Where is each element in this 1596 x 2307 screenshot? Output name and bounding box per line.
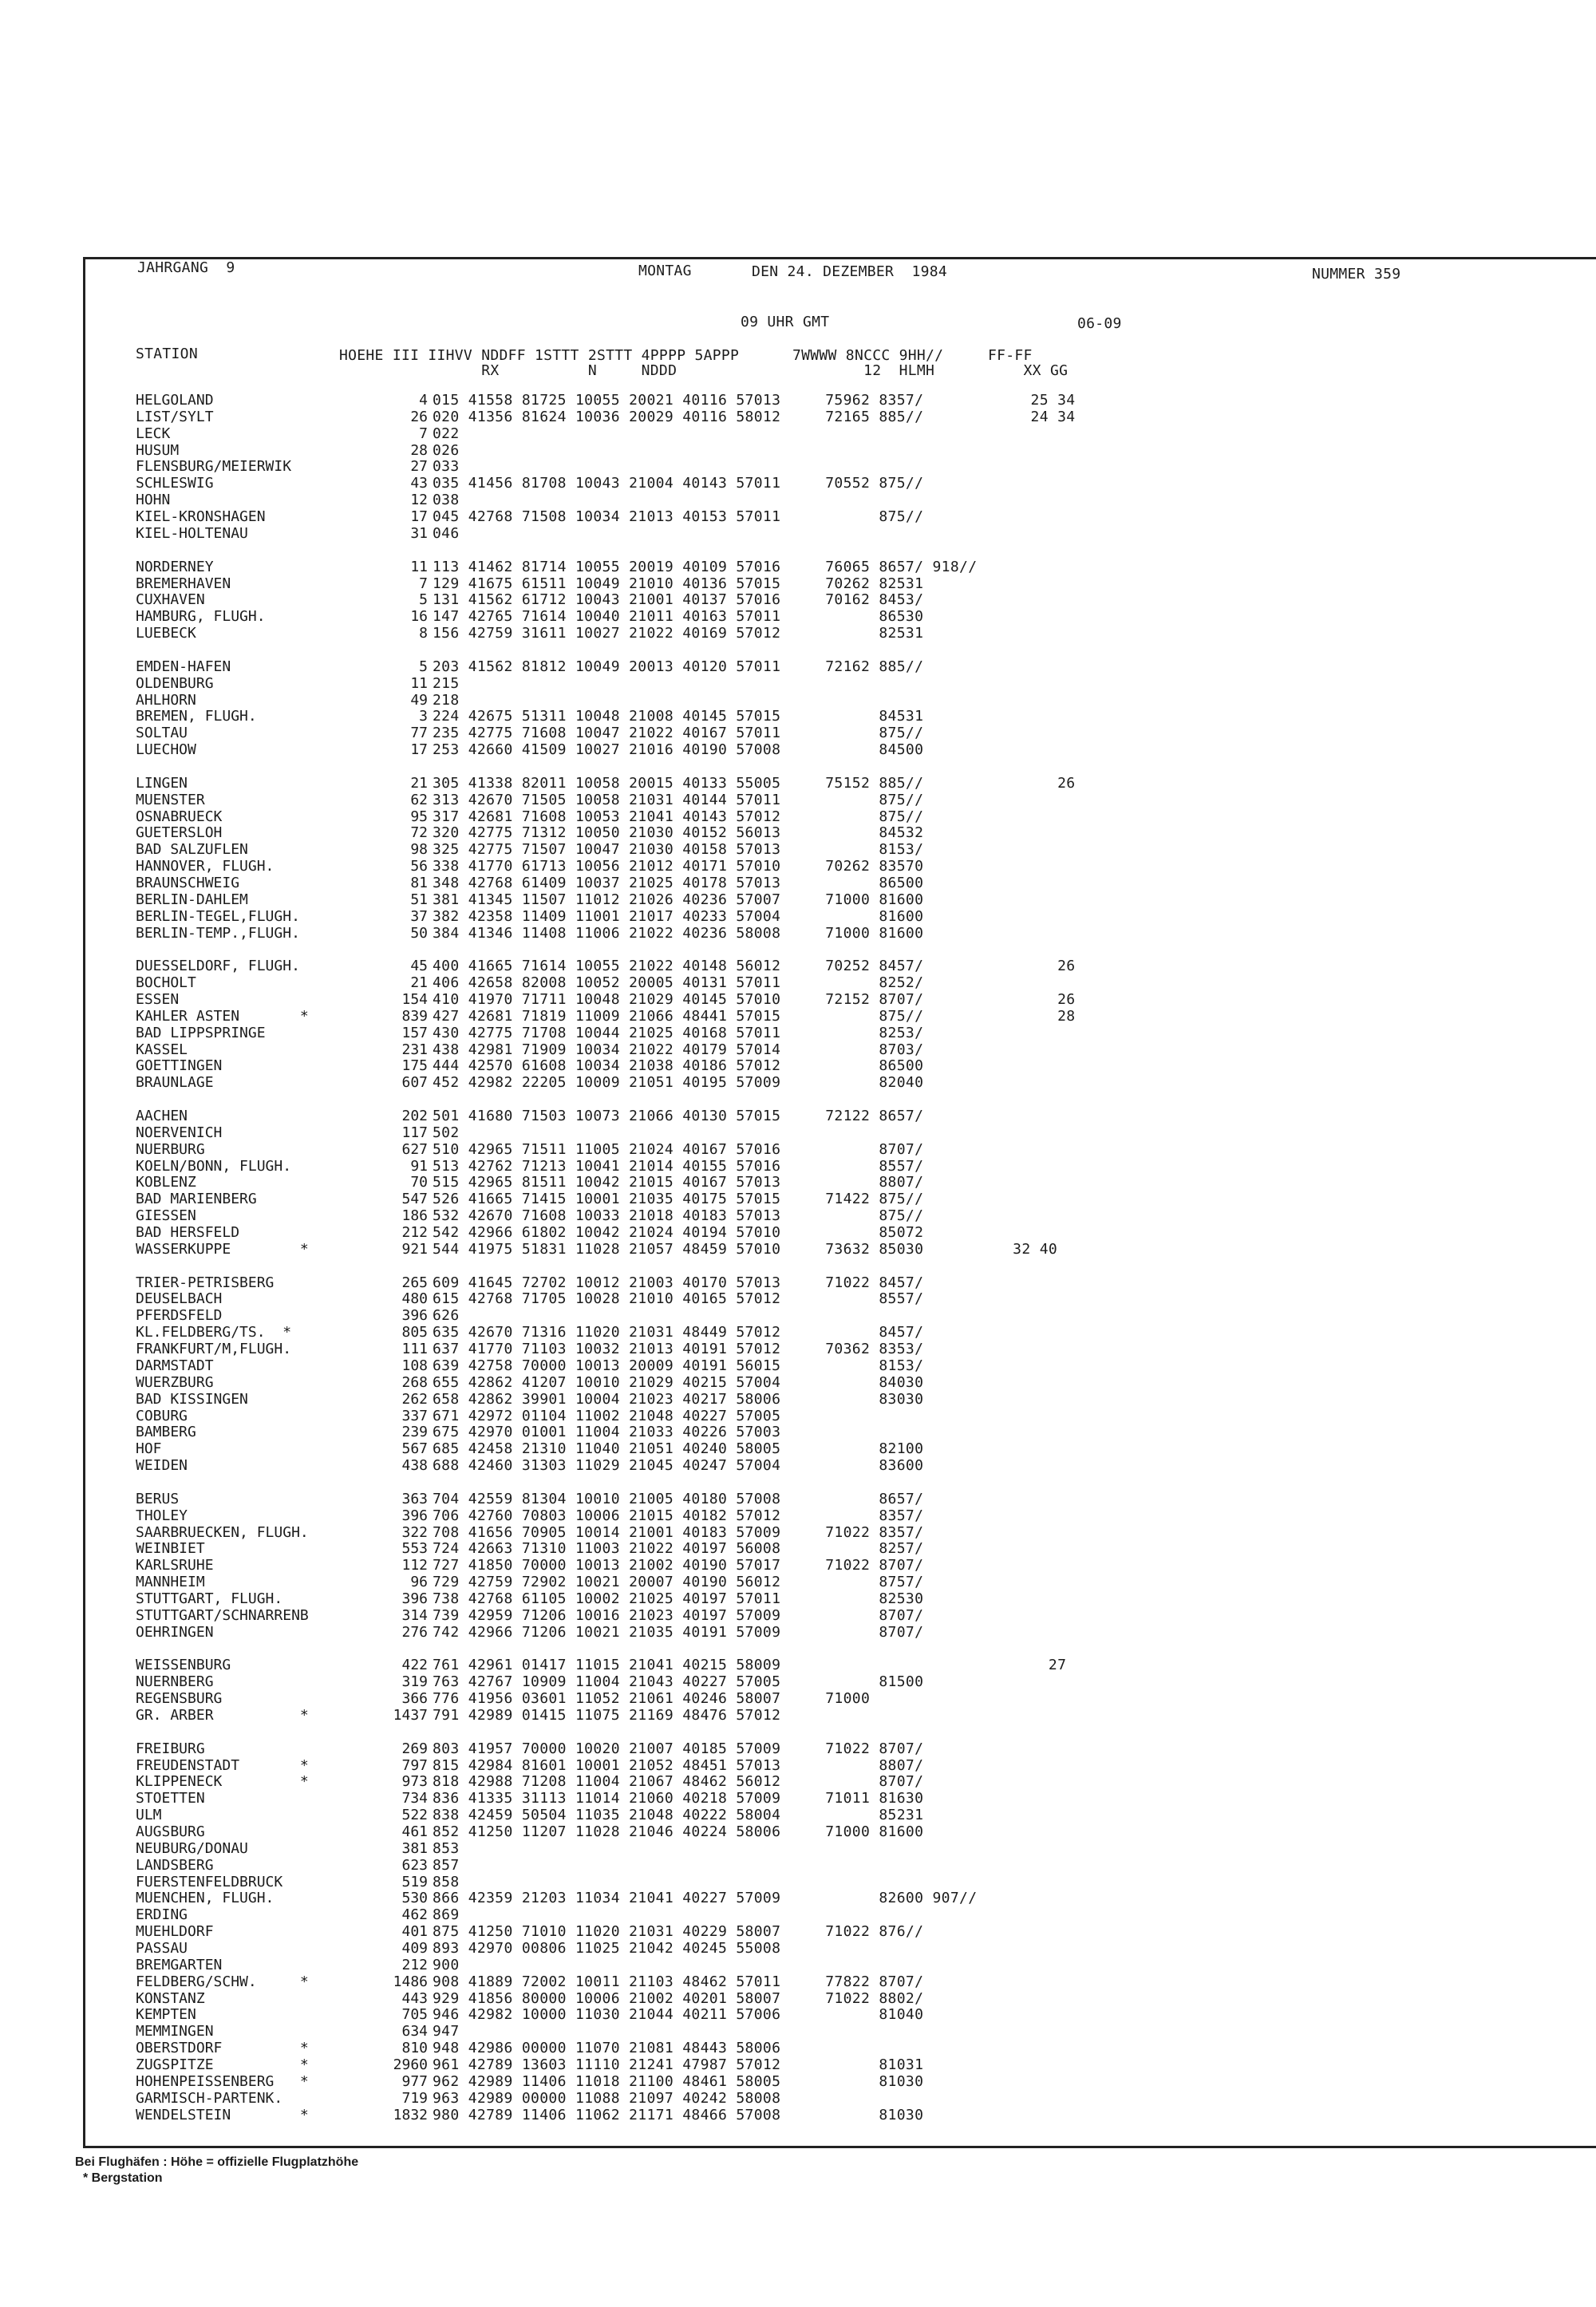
station-name: KOBLENZ [136, 1174, 196, 1191]
station-name: MUENCHEN, FLUGH. [136, 1890, 275, 1907]
station-codes: 253 42660 41509 10027 21016 40190 57008 84500 [433, 741, 924, 759]
station-name: FREUDENSTADT * [136, 1756, 309, 1774]
station-codes: 502 [433, 1124, 460, 1141]
station-hoehe: 921 [401, 1240, 428, 1258]
station-name: KIEL-HOLTENAU [136, 524, 248, 542]
station-hoehe: 1832 [393, 2106, 428, 2123]
station-hoehe: 977 [401, 2072, 428, 2090]
station-hoehe: 276 [401, 1623, 428, 1641]
observation-time: 09 UHR GMT [741, 314, 830, 330]
station-name: HOHN [136, 492, 171, 509]
station-codes: 866 42359 21203 11034 21041 40227 57009 82600 907// [433, 1890, 978, 1907]
station-hoehe: 797 [401, 1756, 428, 1774]
station-hoehe: 45 [410, 958, 428, 975]
station-name: BAD MARIENBERG [136, 1191, 257, 1208]
station-name: WASSERKUPPE * [136, 1240, 309, 1258]
station-codes: 046 [433, 524, 460, 542]
station-codes: 727 41850 70000 10013 21002 40190 57017 71022 8707/ [433, 1557, 924, 1574]
station-hoehe: 37 [410, 907, 428, 925]
station-codes: 510 42965 71511 11005 21024 40167 57016 8707/ [433, 1140, 924, 1158]
station-codes: 803 41957 70000 10020 21007 40185 57009 71022 8707/ [433, 1740, 924, 1757]
station-hoehe: 337 [401, 1407, 428, 1424]
station-hoehe: 98 [410, 841, 428, 859]
station-name: KEMPTEN [136, 2006, 196, 2024]
station-hoehe: 96 [410, 1574, 428, 1591]
station-codes: 382 42358 11409 11001 21017 40233 57004 81600 [433, 907, 924, 925]
station-name: STOETTEN [136, 1790, 205, 1807]
station-hoehe: 28 [410, 441, 428, 459]
station-hoehe: 7 [419, 575, 428, 592]
station-codes: 908 41889 72002 10011 21103 48462 57011 77822 8707/ [433, 1973, 924, 1990]
station-name: BAD LIPPSPRINGE [136, 1024, 266, 1041]
station-name: KIEL-KRONSHAGEN [136, 508, 266, 525]
station-name: WENDELSTEIN * [136, 2106, 309, 2123]
station-codes: 544 41975 51831 11028 21057 48459 57010 73632 85030 32 40 [433, 1240, 1058, 1258]
station-codes: 742 42966 71206 10021 21035 40191 57009 8707/ [433, 1623, 924, 1641]
station-codes: 218 [433, 691, 460, 709]
station-name: BAD KISSINGEN [136, 1390, 248, 1408]
station-codes: 325 42775 71507 10047 21030 40158 57013 8153/ [433, 841, 924, 859]
station-codes: 022 [433, 425, 460, 442]
station-codes: 215 [433, 674, 460, 692]
station-codes: 639 42758 70000 10013 20009 40191 56015 8153/ [433, 1357, 924, 1374]
station-name: NEUBURG/DONAU [136, 1839, 248, 1857]
station-name: AHLHORN [136, 691, 196, 709]
station-hoehe: 175 [401, 1057, 428, 1075]
day-label: MONTAG [638, 263, 692, 279]
station-name: GUETERSLOH [136, 824, 223, 842]
station-codes: 685 42458 21310 11040 21051 40240 58005 82100 [433, 1440, 924, 1458]
station-codes: 776 41956 03601 11052 21061 40246 58007 71000 [433, 1690, 871, 1708]
station-codes: 129 41675 61511 10049 21010 40136 57015 70262 82531 [433, 575, 924, 592]
station-hoehe: 81 [410, 874, 428, 891]
station-hoehe: 157 [401, 1024, 428, 1041]
station-hoehe: 16 [410, 608, 428, 626]
station-name: LIST/SYLT [136, 408, 214, 425]
station-hoehe: 810 [401, 2040, 428, 2057]
station-hoehe: 269 [401, 1740, 428, 1757]
station-codes: 626 [433, 1307, 460, 1325]
station-hoehe: 7 [419, 425, 428, 442]
station-hoehe: 438 [401, 1457, 428, 1474]
station-codes: 427 42681 71819 11009 21066 48441 57015 875// 28 [433, 1007, 1076, 1025]
station-codes: 738 42768 61105 10002 21025 40197 57011 82530 [433, 1590, 924, 1607]
station-codes: 853 [433, 1839, 460, 1857]
station-hoehe: 366 [401, 1690, 428, 1708]
station-codes: 338 41770 61713 10056 21012 40171 57010 70262 83570 [433, 858, 924, 875]
station-hoehe: 319 [401, 1673, 428, 1691]
station-name: KOELN/BONN, FLUGH. [136, 1157, 292, 1175]
station-hoehe: 265 [401, 1274, 428, 1291]
station-hoehe: 396 [401, 1590, 428, 1607]
station-codes: 131 41562 61712 10043 21001 40137 57016 70162 8453/ [433, 591, 924, 609]
station-codes: 858 [433, 1873, 460, 1890]
station-name: OEHRINGEN [136, 1623, 214, 1641]
station-name: TRIER-PETRISBERG [136, 1274, 275, 1291]
station-name: OBERSTDORF * [136, 2040, 309, 2057]
station-codes: 400 41665 71614 10055 21022 40148 56012 70252 8457/ 26 [433, 958, 1076, 975]
station-codes: 513 42762 71213 10041 21014 40155 57016 8557/ [433, 1157, 924, 1175]
station-hoehe: 31 [410, 524, 428, 542]
station-codes: 761 42961 01417 11015 21041 40215 58009 27 [433, 1657, 1067, 1674]
station-name: FLENSBURG/MEIERWIK [136, 458, 292, 476]
station-hoehe: 422 [401, 1657, 428, 1674]
station-hoehe: 154 [401, 991, 428, 1008]
station-codes: 963 42989 00000 11088 21097 40242 58008 [433, 2089, 781, 2107]
station-codes: 026 [433, 441, 460, 459]
station-hoehe: 77 [410, 725, 428, 742]
station-name: THOLEY [136, 1507, 188, 1524]
station-name: LANDSBERG [136, 1856, 214, 1874]
station-codes: 542 42966 61802 10042 21024 40194 57010 85072 [433, 1224, 924, 1241]
station-hoehe: 547 [401, 1191, 428, 1208]
issue-number: NUMMER 359 [1312, 266, 1401, 282]
station-codes: 962 42989 11406 11018 21100 48461 58005 81030 [433, 2072, 924, 2090]
station-name: HOF [136, 1440, 162, 1458]
station-codes: 033 [433, 458, 460, 476]
station-hoehe: 839 [401, 1007, 428, 1025]
station-hoehe: 49 [410, 691, 428, 709]
station-codes: 020 41356 81624 10036 20029 40116 58012 72165 885// 24 34 [433, 408, 1076, 425]
station-hoehe: 5 [419, 591, 428, 609]
station-name: BERLIN-TEMP.,FLUGH. [136, 924, 300, 942]
station-codes: 980 42789 11406 11062 21171 48466 57008 81030 [433, 2106, 924, 2123]
station-name: FRANKFURT/M,FLUGH. [136, 1341, 292, 1357]
station-name: LECK [136, 425, 171, 442]
station-name: GARMISCH-PARTENK. [136, 2089, 283, 2107]
station-hoehe: 91 [410, 1157, 428, 1175]
station-codes: 637 41770 71103 10032 21013 40191 57012 70362 8353/ [433, 1341, 924, 1357]
station-name: GIESSEN [136, 1207, 196, 1225]
station-codes: 818 42988 71208 11004 21067 48462 56012 8707/ [433, 1773, 924, 1791]
station-name: AUGSBURG [136, 1823, 205, 1840]
station-codes: 635 42670 71316 11020 21031 48449 57012 8457/ [433, 1324, 924, 1341]
legend-airports: Bei Flughäfen : Höhe = offizielle Flugplatzhöhe [75, 2155, 359, 2169]
station-name: WEIDEN [136, 1457, 188, 1474]
station-codes: 763 42767 10909 11004 21043 40227 57005 81500 [433, 1673, 924, 1691]
station-codes: 410 41970 71711 10048 21029 40145 57010 72152 8707/ 26 [433, 991, 1076, 1008]
station-codes: 658 42862 39901 10004 21023 40217 58006 83030 [433, 1390, 924, 1408]
station-name: BERUS [136, 1490, 180, 1507]
station-hoehe: 21 [410, 774, 428, 792]
station-codes: 113 41462 81714 10055 20019 40109 57016 76065 8657/ 918// [433, 558, 978, 575]
station-name: DUESSELDORF, FLUGH. [136, 958, 300, 975]
station-name: PFERDSFELD [136, 1307, 223, 1325]
station-codes: 501 41680 71503 10073 21066 40130 57015 72122 8657/ [433, 1108, 924, 1124]
station-name: KONSTANZ [136, 1989, 205, 2007]
station-name: FREIBURG [136, 1740, 205, 1757]
station-codes: 452 42982 22205 10009 21051 40195 57009 82040 [433, 1074, 924, 1092]
station-codes: 688 42460 31303 11029 21045 40247 57004 83600 [433, 1457, 924, 1474]
station-name: HANNOVER, FLUGH. [136, 858, 275, 875]
station-hoehe: 381 [401, 1839, 428, 1857]
station-column-header: STATION [136, 346, 198, 362]
station-name: BREMERHAVEN [136, 575, 231, 592]
station-name: WEISSENBURG [136, 1657, 231, 1674]
station-hoehe: 363 [401, 1490, 428, 1507]
station-hoehe: 627 [401, 1140, 428, 1158]
station-hoehe: 322 [401, 1523, 428, 1541]
station-hoehe: 314 [401, 1606, 428, 1624]
station-name: HUSUM [136, 441, 180, 459]
station-codes: 381 41345 11507 11012 21026 40236 57007 71000 81600 [433, 891, 924, 908]
station-name: ERDING [136, 1906, 188, 1924]
station-hoehe: 1486 [393, 1973, 428, 1990]
station-hoehe: 461 [401, 1823, 428, 1840]
station-hoehe: 396 [401, 1307, 428, 1325]
station-codes: 203 41562 81812 10049 20013 40120 57011 72162 885// [433, 658, 924, 675]
station-hoehe: 70 [410, 1174, 428, 1191]
station-hoehe: 111 [401, 1341, 428, 1357]
station-hoehe: 4 [419, 392, 428, 409]
station-hoehe: 268 [401, 1373, 428, 1391]
station-name: KASSEL [136, 1041, 188, 1058]
station-name: CUXHAVEN [136, 591, 205, 609]
station-codes: 317 42681 71608 10053 21041 40143 57012 875// [433, 808, 924, 825]
station-name: LINGEN [136, 774, 188, 792]
jahrgang-label: JAHRGANG 9 [137, 259, 235, 276]
station-hoehe: 401 [401, 1923, 428, 1941]
station-name: NORDERNEY [136, 558, 214, 575]
station-hoehe: 519 [401, 1873, 428, 1890]
station-codes: 869 [433, 1906, 460, 1924]
station-hoehe: 51 [410, 891, 428, 908]
station-codes: 532 42670 71608 10033 21018 40183 57013 875// [433, 1207, 924, 1225]
station-hoehe: 530 [401, 1890, 428, 1907]
station-name: FELDBERG/SCHW. * [136, 1973, 309, 1990]
station-hoehe: 634 [401, 2023, 428, 2040]
station-hoehe: 705 [401, 2006, 428, 2024]
station-name: BREMEN, FLUGH. [136, 708, 257, 725]
station-hoehe: 8 [419, 625, 428, 642]
station-codes: 430 42775 71708 10044 21025 40168 57011 8253/ [433, 1024, 924, 1041]
station-codes: 671 42972 01104 11002 21048 40227 57005 [433, 1407, 781, 1424]
station-hoehe: 262 [401, 1390, 428, 1408]
station-name: BOCHOLT [136, 974, 196, 992]
station-codes: 948 42986 00000 11070 21081 48443 58006 [433, 2040, 781, 2057]
station-name: MEMMINGEN [136, 2023, 214, 2040]
station-hoehe: 522 [401, 1807, 428, 1824]
station-codes: 147 42765 71614 10040 21011 40163 57011 86530 [433, 608, 924, 626]
station-codes: 348 42768 61409 10037 21025 40178 57013 86500 [433, 874, 924, 891]
station-hoehe: 396 [401, 1507, 428, 1524]
station-codes: 438 42981 71909 10034 21022 40179 57014 8703/ [433, 1041, 924, 1058]
station-codes: 515 42965 81511 10042 21015 40167 57013 8807/ [433, 1174, 924, 1191]
station-name: KARLSRUHE [136, 1557, 214, 1574]
station-name: HAMBURG, FLUGH. [136, 608, 266, 626]
station-codes: 791 42989 01415 11075 21169 48476 57012 [433, 1706, 781, 1724]
station-name: FUERSTENFELDBRUCK [136, 1873, 283, 1890]
station-name: DARMSTADT [136, 1357, 214, 1374]
station-codes: 675 42970 01001 11004 21033 40226 57003 [433, 1424, 781, 1441]
station-codes: 815 42984 81601 10001 21052 48451 57013 8807/ [433, 1756, 924, 1774]
station-hoehe: 2960 [393, 2056, 428, 2073]
station-codes: 035 41456 81708 10043 21004 40143 57011 70552 875// [433, 475, 924, 492]
station-hoehe: 12 [410, 492, 428, 509]
station-codes: 406 42658 82008 10052 20005 40131 57011 8252/ [433, 974, 924, 992]
station-name: NUERBURG [136, 1140, 205, 1158]
station-hoehe: 3 [419, 708, 428, 725]
station-codes: 444 42570 61608 10034 21038 40186 57012 86500 [433, 1057, 924, 1075]
station-hoehe: 805 [401, 1324, 428, 1341]
station-name: BERLIN-TEGEL,FLUGH. [136, 907, 300, 925]
station-name: GR. ARBER * [136, 1706, 309, 1724]
station-hoehe: 553 [401, 1540, 428, 1558]
station-codes: 875 41250 71010 11020 21031 40229 58007 71022 876// [433, 1923, 924, 1941]
station-hoehe: 480 [401, 1290, 428, 1308]
station-codes: 706 42760 70803 10006 21015 40182 57012 8357/ [433, 1507, 924, 1524]
station-codes: 704 42559 81304 10010 21005 40180 57008 8657/ [433, 1490, 924, 1507]
station-codes: 852 41250 11207 11028 21046 40224 58006 71000 81600 [433, 1823, 924, 1840]
station-codes: 235 42775 71608 10047 21022 40167 57011 875// [433, 725, 924, 742]
station-name: BAD HERSFELD [136, 1224, 240, 1241]
station-hoehe: 462 [401, 1906, 428, 1924]
station-name: KLIPPENECK * [136, 1773, 309, 1791]
station-codes: 900 [433, 1956, 460, 1973]
station-name: STUTTGART, FLUGH. [136, 1590, 283, 1607]
station-name: ZUGSPITZE * [136, 2056, 309, 2073]
station-hoehe: 202 [401, 1108, 428, 1124]
station-name: HOHENPEISSENBERG * [136, 2072, 309, 2090]
station-name: NUERNBERG [136, 1673, 214, 1691]
station-codes: 729 42759 72902 10021 20007 40190 56012 8757/ [433, 1574, 924, 1591]
station-codes: 947 [433, 2023, 460, 2040]
station-codes: 946 42982 10000 11030 21044 40211 57006 81040 [433, 2006, 924, 2024]
station-name: SAARBRUECKEN, FLUGH. [136, 1523, 309, 1541]
station-hoehe: 117 [401, 1124, 428, 1141]
station-name: WUERZBURG [136, 1373, 214, 1391]
station-hoehe: 607 [401, 1074, 428, 1092]
station-codes: 313 42670 71505 10058 21031 40144 57011 875// [433, 791, 924, 808]
station-name: DEUSELBACH [136, 1290, 223, 1308]
station-codes: 045 42768 71508 10034 21013 40153 57011 875// [433, 508, 924, 525]
station-name: GOETTINGEN [136, 1057, 223, 1075]
station-name: KAHLER ASTEN * [136, 1007, 309, 1025]
station-name: PASSAU [136, 1940, 188, 1957]
station-hoehe: 1437 [393, 1706, 428, 1724]
station-codes: 724 42663 71310 11003 21022 40197 56008 8257/ [433, 1540, 924, 1558]
station-hoehe: 112 [401, 1557, 428, 1574]
station-name: MANNHEIM [136, 1574, 205, 1591]
station-hoehe: 567 [401, 1440, 428, 1458]
station-hoehe: 26 [410, 408, 428, 425]
station-name: BAMBERG [136, 1424, 196, 1441]
station-name: MUENSTER [136, 791, 205, 808]
station-hoehe: 72 [410, 824, 428, 842]
station-name: AACHEN [136, 1108, 188, 1124]
station-name: BAD SALZUFLEN [136, 841, 248, 859]
legend-mountain-station: * Bergstation [83, 2171, 163, 2185]
station-hoehe: 186 [401, 1207, 428, 1225]
station-hoehe: 973 [401, 1773, 428, 1791]
station-codes: 655 42862 41207 10010 21029 40215 57004 84030 [433, 1373, 924, 1391]
station-hoehe: 5 [419, 658, 428, 675]
station-name: BRAUNLAGE [136, 1074, 214, 1092]
station-hoehe: 719 [401, 2089, 428, 2107]
station-codes: 838 42459 50504 11035 21048 40222 58004 85231 [433, 1807, 924, 1824]
station-codes: 609 41645 72702 10012 21003 40170 57013 71022 8457/ [433, 1274, 924, 1291]
station-codes: 320 42775 71312 10050 21030 40152 56013 84532 [433, 824, 924, 842]
station-hoehe: 409 [401, 1940, 428, 1957]
station-codes: 038 [433, 492, 460, 509]
station-name: HELGOLAND [136, 392, 214, 409]
station-codes: 893 42970 00806 11025 21042 40245 55008 [433, 1940, 781, 1957]
station-hoehe: 443 [401, 1989, 428, 2007]
station-name: OSNABRUECK [136, 808, 223, 825]
station-codes: 305 41338 82011 10058 20015 40133 55005 75152 885// 26 [433, 774, 1076, 792]
station-codes: 156 42759 31611 10027 21022 40169 57012 82531 [433, 625, 924, 642]
station-name: STUTTGART/SCHNARRENB [136, 1606, 309, 1624]
station-name: SCHLESWIG [136, 475, 214, 492]
station-hoehe: 11 [410, 558, 428, 575]
station-hoehe: 239 [401, 1424, 428, 1441]
station-hoehe: 623 [401, 1856, 428, 1874]
station-hoehe: 21 [410, 974, 428, 992]
station-name: LUEBECK [136, 625, 196, 642]
station-hoehe: 11 [410, 674, 428, 692]
code-header-line-1: HOEHE III IIHVV NDDFF 1STTT 2STTT 4PPPP 5APPP 7WWWW 8NCCC 9HH// FF-FF [339, 347, 1033, 364]
station-hoehe: 56 [410, 858, 428, 875]
station-hoehe: 27 [410, 458, 428, 476]
station-hoehe: 212 [401, 1224, 428, 1241]
station-name: REGENSBURG [136, 1690, 223, 1708]
station-codes: 739 42959 71206 10016 21023 40197 57009 8707/ [433, 1606, 924, 1624]
station-codes: 384 41346 11408 11006 21022 40236 58008 71000 81600 [433, 924, 924, 942]
station-codes: 526 41665 71415 10001 21035 40175 57015 71422 875// [433, 1191, 924, 1208]
station-codes: 708 41656 70905 10014 21001 40183 57009 71022 8357/ [433, 1523, 924, 1541]
station-codes: 224 42675 51311 10048 21008 40145 57015 84531 [433, 708, 924, 725]
station-codes: 961 42789 13603 11110 21241 47987 57012 81031 [433, 2056, 924, 2073]
station-codes: 015 41558 81725 10055 20021 40116 57013 75962 8357/ 25 34 [433, 392, 1076, 409]
station-name: LUECHOW [136, 741, 196, 759]
station-codes: 615 42768 71705 10028 21010 40165 57012 8557/ [433, 1290, 924, 1308]
station-hoehe: 62 [410, 791, 428, 808]
station-hoehe: 95 [410, 808, 428, 825]
station-name: ESSEN [136, 991, 180, 1008]
period-label: 06-09 [1077, 315, 1122, 332]
station-name: NOERVENICH [136, 1124, 223, 1141]
station-codes: 836 41335 31113 11014 21060 40218 57009 71011 81630 [433, 1790, 924, 1807]
station-name: BRAUNSCHWEIG [136, 874, 240, 891]
station-hoehe: 43 [410, 475, 428, 492]
station-hoehe: 231 [401, 1041, 428, 1058]
station-name: OLDENBURG [136, 674, 214, 692]
station-name: KL.FELDBERG/TS. * [136, 1324, 292, 1341]
station-name: BERLIN-DAHLEM [136, 891, 248, 908]
station-hoehe: 17 [410, 741, 428, 759]
station-name: MUEHLDORF [136, 1923, 214, 1941]
code-header-line-2: RX N NDDD 12 HLMH XX GG [339, 362, 1069, 379]
station-name: BREMGARTEN [136, 1956, 223, 1973]
station-name: COBURG [136, 1407, 188, 1424]
station-codes: 857 [433, 1856, 460, 1874]
date-label: DEN 24. DEZEMBER 1984 [752, 263, 948, 280]
station-name: EMDEN-HAFEN [136, 658, 231, 675]
station-name: ULM [136, 1807, 162, 1824]
station-hoehe: 212 [401, 1956, 428, 1973]
station-name: WEINBIET [136, 1540, 205, 1558]
station-hoehe: 17 [410, 508, 428, 525]
station-hoehe: 50 [410, 924, 428, 942]
station-hoehe: 734 [401, 1790, 428, 1807]
station-hoehe: 108 [401, 1357, 428, 1374]
station-codes: 929 41856 80000 10006 21002 40201 58007 71022 8802/ [433, 1989, 924, 2007]
station-name: SOLTAU [136, 725, 188, 742]
